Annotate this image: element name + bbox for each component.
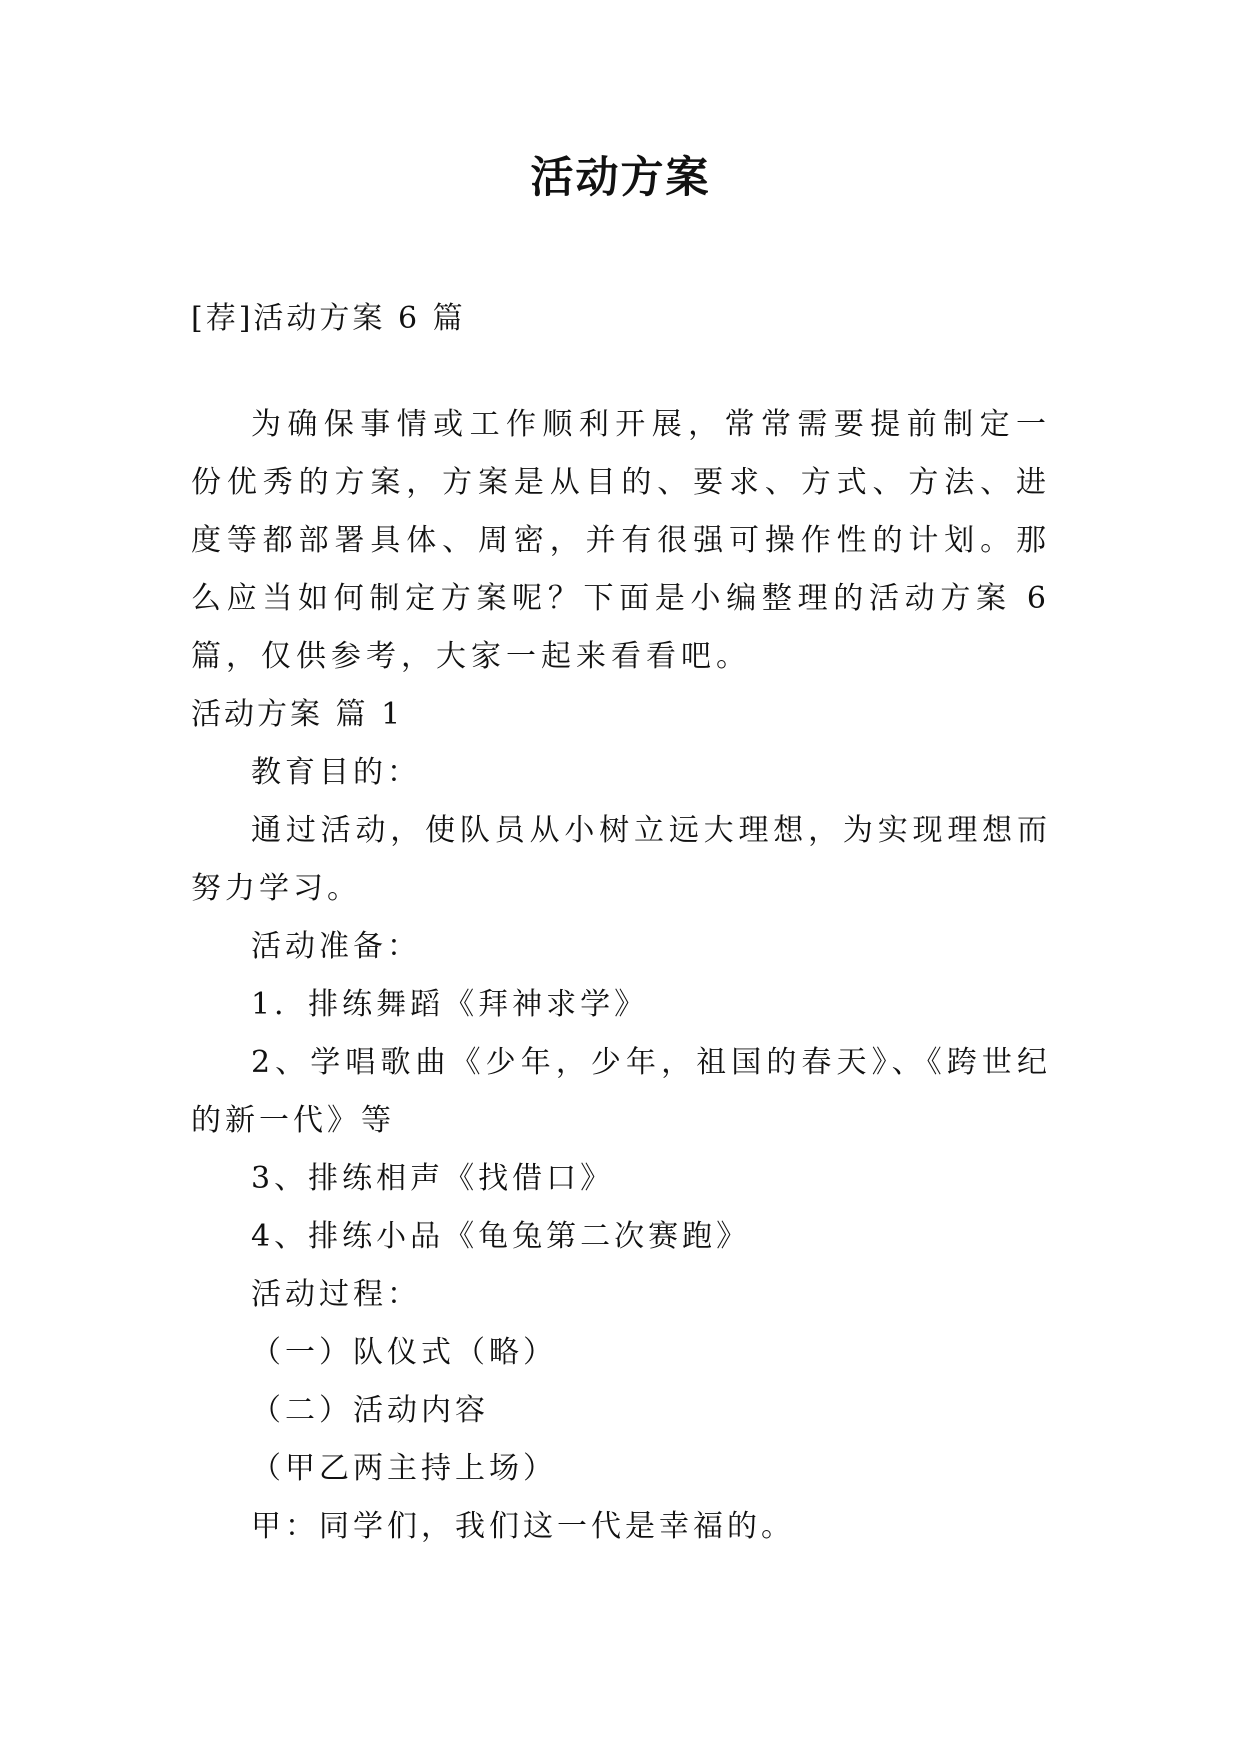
paragraph: 甲：同学们，我们这一代是幸福的。 xyxy=(251,1509,795,1544)
intro-paragraph: 为确保事情或工作顺利开展，常常需要提前制定一份优秀的方案，方案是从目的、要求、方式、方法、进度等都部署具体、周密，并有很强可操作性的计划。那么应当如何制定方案呢？下面是小编整理的活动方案 6 篇，仅供参考，大家一起来看看吧。 xyxy=(191,407,1051,674)
paragraph: （二）活动内容 xyxy=(251,1393,489,1428)
list-item: 3、排练相声《找借口》 xyxy=(251,1161,615,1196)
document-body xyxy=(191,290,1051,1556)
paragraph: 活动过程： xyxy=(251,1277,421,1312)
document-title: 活动方案 xyxy=(530,153,711,203)
paragraph: 通过活动，使队员从小树立远大理想，为实现理想而努力学习。 xyxy=(191,813,1051,906)
paragraph: （一）队仪式（略） xyxy=(251,1335,557,1370)
list-item: 2、学唱歌曲《少年，少年，祖国的春天》、《跨世纪的新一代》等 xyxy=(191,1045,1051,1138)
paragraph: （甲乙两主持上场） xyxy=(251,1451,557,1486)
list-item: 4、排练小品《龟兔第二次赛跑》 xyxy=(251,1219,751,1254)
section-heading: 活动方案 篇 1 xyxy=(191,697,404,732)
document-subtitle: [荐]活动方案 6 篇 xyxy=(191,301,466,336)
paragraph: 活动准备： xyxy=(251,929,421,964)
list-item: 1．排练舞蹈《拜神求学》 xyxy=(251,987,649,1022)
paragraph: 教育目的： xyxy=(251,755,421,790)
